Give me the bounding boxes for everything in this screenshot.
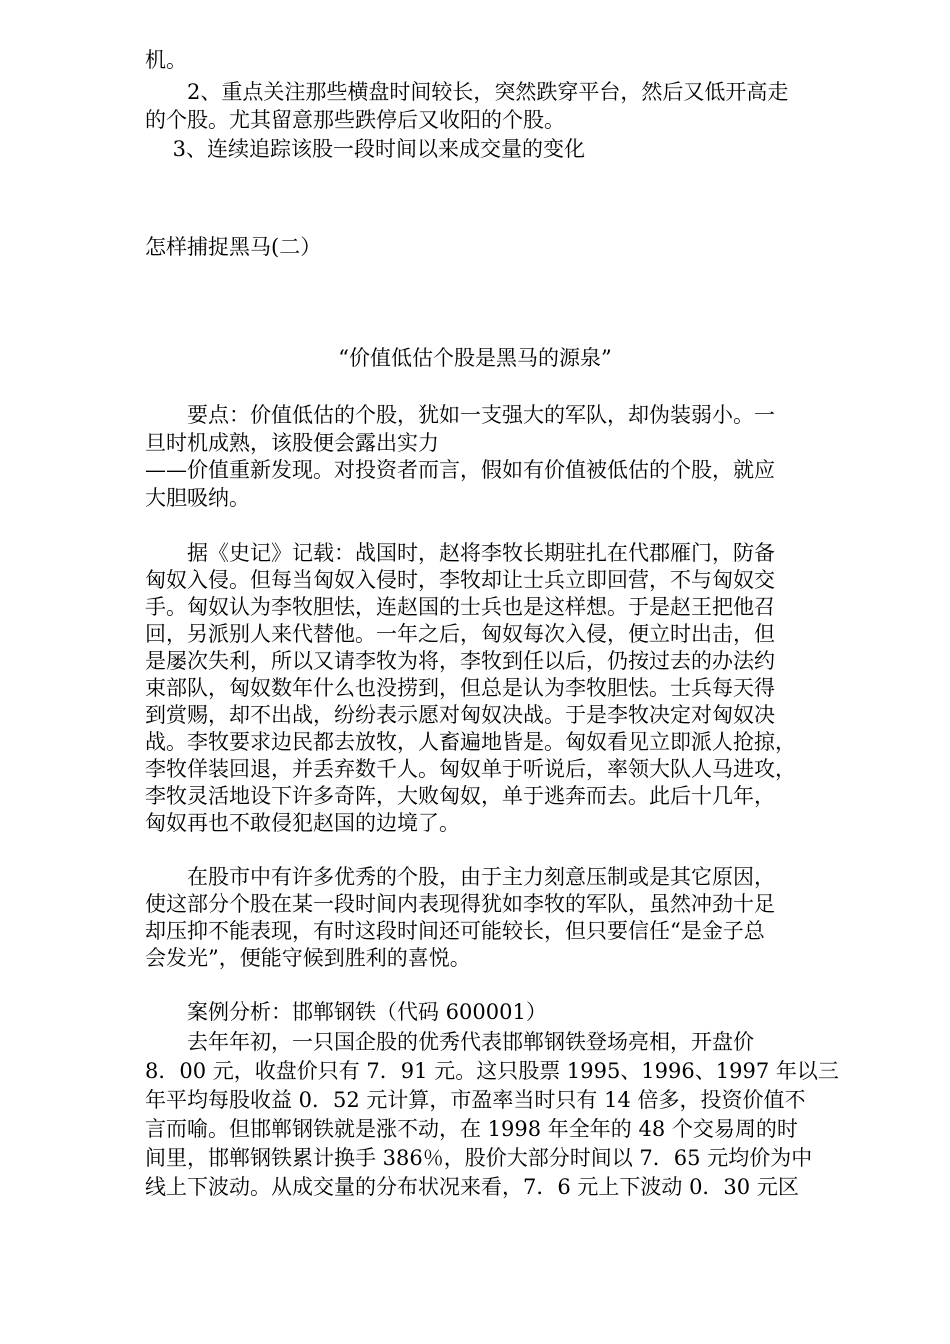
- text-line: 3、连续追踪该股一段时间以来成交量的变化: [145, 137, 586, 161]
- text-line: 大胆吸纳。: [145, 486, 250, 510]
- text-line: 间里，邯郸钢铁累计换手 386％，股价大部分时间以 7．65 元均价为中: [145, 1146, 813, 1170]
- article-heading: “价值低估个股是黑马的源泉”: [338, 346, 612, 370]
- text-line: 旦时机成熟，该股便会露出实力: [145, 431, 439, 455]
- text-line: 2、重点关注那些横盘时间较长，突然跌穿平台，然后又低开高走: [145, 80, 789, 104]
- text-line: 言而喻。但邯郸钢铁就是涨不动，在 1998 年全年的 48 个交易周的时: [145, 1117, 798, 1141]
- text-line: 束部队，匈奴数年什么也没捞到，但总是认为李牧胆怯。士兵每天得: [145, 676, 775, 700]
- text-line: 李牧灵活地设下许多奇阵，大败匈奴，单于逃奔而去。此后十几年，: [145, 784, 775, 808]
- text-line: 到赏赐，却不出战，纷纷表示愿对匈奴决战。于是李牧决定对匈奴决: [145, 703, 775, 727]
- text-line: 使这部分个股在某一段时间内表现得犹如李牧的军队，虽然冲劲十足: [145, 892, 775, 916]
- text-line: 机。: [145, 48, 187, 72]
- section-title: 怎样捕捉黑马(二）: [145, 235, 322, 259]
- text-line: 年平均每股收益 0．52 元计算，市盈率当时只有 14 倍多，投资价值不: [145, 1088, 806, 1112]
- text-line: 战。李牧要求边民都去放牧，人畜遍地皆是。匈奴看见立即派人抢掠，: [145, 730, 796, 754]
- text-line: 在股市中有许多优秀的个股，由于主力刻意压制或是其它原因，: [145, 865, 775, 889]
- text-line: ——价值重新发现。对投资者而言，假如有价值被低估的个股，就应: [145, 458, 775, 482]
- text-line: 李牧佯装回退，并丢弃数千人。匈奴单于听说后，率领大队人马进攻，: [145, 757, 796, 781]
- text-line: 是屡次失利，所以又请李牧为将，李牧到任以后，仍按过去的办法约: [145, 649, 775, 673]
- text-line: 却压抑不能表现，有时这段时间还可能较长，但只要信任“是金子总: [145, 919, 765, 943]
- text-line: 匈奴入侵。但每当匈奴入侵时，李牧却让士兵立即回营，不与匈奴交: [145, 568, 775, 592]
- text-line: 会发光”，便能守候到胜利的喜悦。: [145, 946, 471, 970]
- text-line: 要点：价值低估的个股，犹如一支强大的军队，却伪装弱小。一: [145, 403, 775, 427]
- text-line: 8．00 元，收盘价只有 7．91 元。这只股票 1995、1996、1997 年以三: [145, 1059, 839, 1083]
- text-line: 线上下波动。从成交量的分布状况来看，7．6 元上下波动 0．30 元区: [145, 1175, 799, 1199]
- text-line: 手。匈奴认为李牧胆怯，连赵国的士兵也是这样想。于是赵王把他召: [145, 595, 775, 619]
- text-line: 回，另派别人来代替他。一年之后，匈奴每次入侵，便立时出击，但: [145, 622, 775, 646]
- text-line: 匈奴再也不敢侵犯赵国的边境了。: [145, 811, 460, 835]
- text-line: 案例分析：邯郸钢铁（代码 600001）: [145, 1000, 547, 1024]
- text-line: 的个股。尤其留意那些跌停后又收阳的个股。: [145, 108, 565, 132]
- text-line: 据《史记》记载：战国时，赵将李牧长期驻扎在代郡雁门，防备: [145, 541, 775, 565]
- text-line: 去年年初，一只国企股的优秀代表邯郸钢铁登场亮相，开盘价: [145, 1030, 754, 1054]
